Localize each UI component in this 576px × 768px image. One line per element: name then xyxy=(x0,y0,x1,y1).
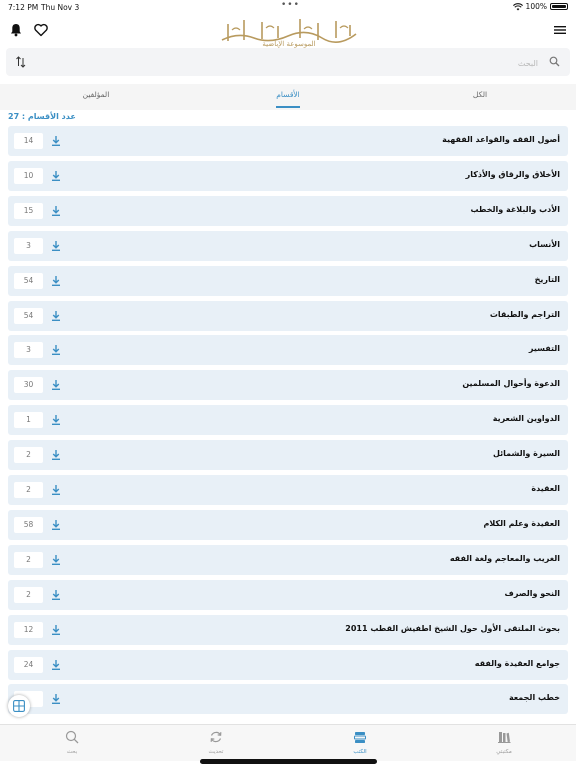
category-count-badge: 2 xyxy=(14,447,43,463)
category-title: بحوث الملتقى الأول حول الشيخ اطفيش القطب 2011 xyxy=(345,623,560,633)
category-count-badge: 58 xyxy=(14,517,43,533)
download-icon[interactable] xyxy=(50,693,62,705)
app-header xyxy=(0,10,576,50)
category-count-badge: 2 xyxy=(14,587,43,603)
sections-count: عدد الأقسام : 27 xyxy=(8,112,76,121)
download-icon[interactable] xyxy=(50,449,62,461)
search-input[interactable] xyxy=(56,54,540,72)
nav-search[interactable] xyxy=(42,729,102,755)
category-count-badge: 54 xyxy=(14,273,43,289)
category-title: العقيدة xyxy=(531,484,560,493)
grid-icon xyxy=(13,700,25,712)
category-row[interactable] xyxy=(8,370,568,400)
download-icon[interactable] xyxy=(50,205,62,217)
nav-refresh-label: تحديث xyxy=(208,749,224,755)
nav-books-label: الكتب xyxy=(353,749,367,755)
sort-icon[interactable] xyxy=(15,56,27,68)
download-icon[interactable] xyxy=(50,589,62,601)
category-row[interactable] xyxy=(8,196,568,226)
category-count-badge: 2 xyxy=(14,482,43,498)
category-title: العقيدة وعلم الكلام xyxy=(483,518,560,528)
category-row[interactable] xyxy=(8,615,568,645)
category-count-badge: 2 xyxy=(14,552,43,568)
category-count-badge: 30 xyxy=(14,377,43,393)
nav-library[interactable] xyxy=(474,729,534,755)
search-bar xyxy=(6,48,570,76)
nav-search-label: بحث xyxy=(66,749,78,755)
category-title: السيرة والشمائل xyxy=(492,449,560,459)
menu-icon[interactable] xyxy=(552,22,568,38)
logo-text: الموسوعة الإباضية xyxy=(262,40,316,48)
download-icon[interactable] xyxy=(50,170,62,182)
category-title: التاريخ xyxy=(534,274,560,284)
category-count-badge: 3 xyxy=(14,342,43,358)
category-title: الأخلاق والرقاق والأذكار xyxy=(465,169,560,179)
battery-percent: 100% xyxy=(525,2,547,11)
category-row[interactable] xyxy=(8,684,568,714)
download-icon[interactable] xyxy=(50,519,62,531)
category-title: الأنساب xyxy=(529,239,560,249)
download-icon[interactable] xyxy=(50,554,62,566)
download-icon[interactable] xyxy=(50,240,62,252)
category-title: التفسير xyxy=(528,344,560,354)
nav-refresh[interactable] xyxy=(186,729,246,755)
refresh-icon xyxy=(209,730,223,744)
search-icon xyxy=(549,56,560,67)
category-row[interactable] xyxy=(8,510,568,540)
search-icon xyxy=(65,730,79,744)
download-icon[interactable] xyxy=(50,275,62,287)
category-count-badge: 15 xyxy=(14,203,43,219)
tab-bar xyxy=(0,84,576,110)
category-row[interactable] xyxy=(8,231,568,261)
app-logo xyxy=(218,14,360,48)
category-row[interactable] xyxy=(8,161,568,191)
category-row[interactable] xyxy=(8,405,568,435)
download-icon[interactable] xyxy=(50,344,62,356)
category-count-badge: 14 xyxy=(14,133,43,149)
status-date: Thu Nov 3 xyxy=(41,3,80,12)
category-row[interactable] xyxy=(8,335,568,365)
category-count-badge: 1 xyxy=(14,412,43,428)
category-row[interactable] xyxy=(8,126,568,156)
download-icon[interactable] xyxy=(50,624,62,636)
category-count-badge: 10 xyxy=(14,168,43,184)
download-icon[interactable] xyxy=(50,414,62,426)
download-icon[interactable] xyxy=(50,135,62,147)
category-title: النحو والصرف xyxy=(504,588,560,598)
category-count-badge: 12 xyxy=(14,622,43,638)
status-time: 7:12 PM xyxy=(8,3,39,12)
category-count-badge: 54 xyxy=(14,308,43,324)
category-count-badge: 24 xyxy=(14,657,43,673)
books-icon xyxy=(353,730,367,744)
heart-icon[interactable] xyxy=(33,22,49,38)
nav-books[interactable] xyxy=(330,729,390,755)
bottom-nav xyxy=(0,724,576,761)
home-indicator xyxy=(200,759,377,764)
category-list xyxy=(8,126,568,722)
category-row[interactable] xyxy=(8,475,568,505)
category-count-badge: 3 xyxy=(14,238,43,254)
category-title: الدواوين الشعرية xyxy=(492,414,560,424)
library-icon xyxy=(497,730,511,744)
active-tab-indicator xyxy=(276,106,300,108)
bell-icon[interactable] xyxy=(8,22,24,38)
category-title: الغريب والمعاجم ولغة الفقه xyxy=(449,553,560,563)
grid-view-button[interactable] xyxy=(8,695,30,717)
tab-all[interactable]: الكل xyxy=(472,90,488,99)
category-title: خطب الجمعة xyxy=(508,693,560,703)
category-row[interactable] xyxy=(8,650,568,680)
nav-library-label: مكتبتي xyxy=(496,749,512,755)
category-title: الأدب والبلاغة والخطب xyxy=(470,204,560,214)
category-title: جوامع العقيدة والفقه xyxy=(474,658,560,668)
category-title: أصول الفقه والقواعد الفقهية xyxy=(442,135,560,144)
download-icon[interactable] xyxy=(50,659,62,671)
category-row[interactable] xyxy=(8,580,568,610)
download-icon[interactable] xyxy=(50,379,62,391)
category-row[interactable] xyxy=(8,440,568,470)
download-icon[interactable] xyxy=(50,484,62,496)
tab-sections[interactable]: الأقسام xyxy=(276,90,300,99)
category-row[interactable] xyxy=(8,545,568,575)
category-row[interactable] xyxy=(8,266,568,296)
download-icon[interactable] xyxy=(50,310,62,322)
category-row[interactable] xyxy=(8,301,568,331)
battery-icon xyxy=(550,3,568,10)
category-title: الدعوة وأحوال المسلمين xyxy=(462,379,560,389)
category-title: التراجم والطبقات xyxy=(489,309,560,319)
tab-authors[interactable]: المؤلفين xyxy=(82,90,110,99)
multitasking-dots-icon[interactable]: ••• xyxy=(281,0,300,10)
